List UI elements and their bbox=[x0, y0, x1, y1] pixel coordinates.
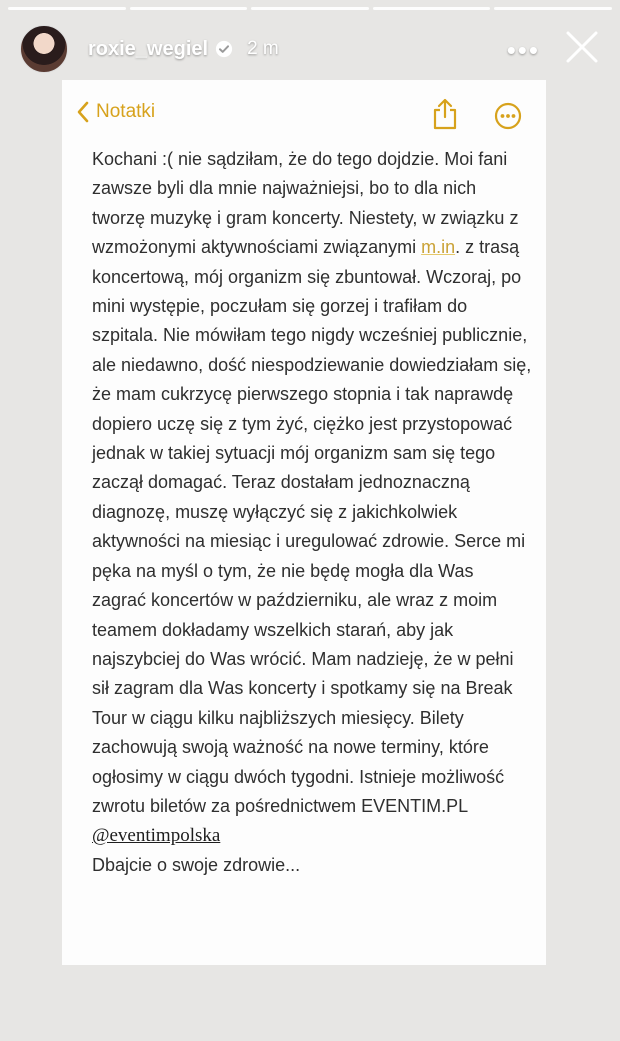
close-icon[interactable] bbox=[564, 29, 600, 65]
notes-toolbar bbox=[62, 98, 546, 134]
note-text-part1: Kochani :( nie sądziłam, że do tego dojdzie. Moi fani zawsze byli dla mnie najważniejsi, bo to dla nich tworzę muzykę i gram koncerty. Niestety, w związku z wzmożonymi aktywnościami związanymi bbox=[92, 149, 519, 258]
progress-segment bbox=[373, 7, 491, 10]
note-body bbox=[92, 145, 532, 880]
story-progress-bar bbox=[8, 7, 612, 10]
username[interactable]: roxie_wegiel bbox=[88, 37, 209, 60]
eventim-mention[interactable]: @eventimpolska bbox=[92, 825, 221, 847]
note-link[interactable]: m.in bbox=[421, 237, 456, 258]
notes-screenshot bbox=[62, 80, 546, 965]
story-header bbox=[20, 24, 600, 74]
share-icon[interactable] bbox=[432, 98, 458, 130]
more-options-icon[interactable]: ••• bbox=[506, 35, 540, 65]
progress-segment bbox=[130, 7, 248, 10]
verified-badge-icon bbox=[215, 40, 233, 58]
avatar[interactable] bbox=[20, 25, 68, 73]
ellipsis-circle-icon[interactable] bbox=[494, 102, 522, 130]
note-paragraph bbox=[92, 145, 532, 821]
mention-line bbox=[92, 821, 532, 850]
progress-segment bbox=[8, 7, 126, 10]
back-button[interactable] bbox=[76, 101, 155, 123]
closing-line: Dbajcie o swoje zdrowie... bbox=[92, 854, 301, 875]
post-time: 2 m bbox=[247, 38, 279, 59]
note-text-part2: . z trasą koncertową, mój organizm się zbuntował. Wczoraj, po mini występie, poczułam się gorzej i trafiłam do szpitala. Nie mówiłam tego nigdy wcześniej publicznie, ale niedawno, dość niespodziewanie dowiedziałam się, że mam cukrzycę pierwszego stopnia i tak naprawdę dopiero uczę się z tym żyć, ciężko jest przystopować jednak w takiej sytuacji mój organizm sam się tego zaczął domagać. Teraz dostałam jednoznaczną diagnozę, muszę wyłączyć się z jakichkolwiek aktywności na miesiąc i uregulować zdrowie. Serce mi pęka na myśl o tym, że nie będę mogła dla Was zagrać koncertów w październiku, ale wraz z moim teamem dokładamy wszelkich starań, aby jak najszybciej do Was wrócić. Mam nadzieję, że w pełni sił zagram dla Was koncerty i spotkamy się na Break Tour w ciągu kilku najbliższych miesięcy. Bilety zachowują swoją ważność na nowe terminy, które ogłosimy w ciągu dwóch tygodni. Istnieje możliwość zwrotu biletów za pośrednictwem EVENTIM.PL bbox=[92, 237, 532, 816]
back-label: Notatki bbox=[96, 101, 156, 122]
chevron-left-icon bbox=[76, 101, 90, 123]
progress-segment bbox=[251, 7, 369, 10]
progress-segment bbox=[494, 7, 612, 10]
